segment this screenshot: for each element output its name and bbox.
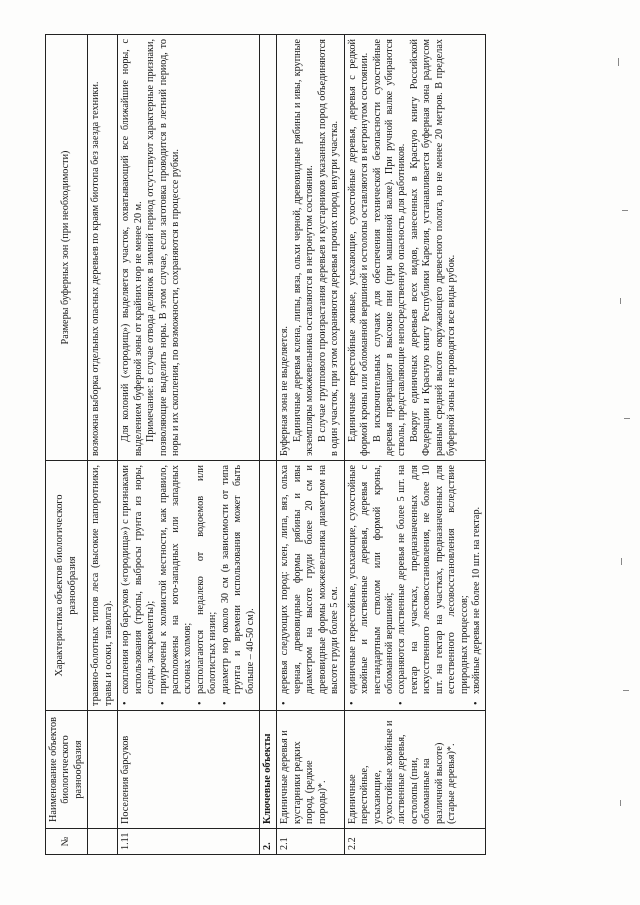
scan-mark xyxy=(622,210,628,211)
row-number: 2.2 xyxy=(344,829,486,855)
table-row xyxy=(277,35,344,855)
buffer-cell xyxy=(118,35,260,461)
list-item: • располагаются недалеко от водоемов или болотистых низин; xyxy=(195,465,220,696)
continued-characteristic: травяно-болотных типов леса (высокие папоротники, травы и осоки, таволга). xyxy=(88,461,118,711)
characteristic-cell xyxy=(344,461,486,711)
buffer-cell xyxy=(344,35,486,461)
buffer-paragraph: Вокруг единичных деревьев всех видов, занесенных в Красную книгу Российской Федерации и Красную книгу Республики Карелия, устанавливается буферная зона радиусом равным средней высоте окружающего древесного полога, но не менее 20 метров. В пределах буферной зоны не проводятся все виды рубок. xyxy=(408,39,458,456)
scan-mark xyxy=(623,690,629,691)
table-row xyxy=(118,35,260,855)
list-item: • единичные перестойные, усыхающие, сухостойные хвойные и лиственные деревья, деревья с нестандартным стволом или формой кроны, обломанной вершиной; xyxy=(347,465,397,696)
buffer-paragraph: Единичные перестойные живые, усыхающие, сухостойные деревья, деревья с редкой формой кроны или обломанной вершиной и остолопы оставляются в нетронутом состоянии. xyxy=(346,39,371,456)
row-number: 1.11 xyxy=(118,829,260,855)
object-name: Единичные деревья и кустарники редких пород, (редкие породы)*. xyxy=(277,711,344,829)
buffer-paragraph: Для колоний («городищ») выделяется участок, охватывающий все ближайшие норы, с выделением буферной зоны от крайних нор не менее 20 м. xyxy=(120,39,144,456)
table-header-row xyxy=(46,35,88,855)
table-row xyxy=(344,35,486,855)
section-row xyxy=(260,35,277,855)
biodiversity-table xyxy=(45,34,486,855)
header-buffer: Размеры буферных зон (при необходимости) xyxy=(46,35,88,461)
section-title: Ключевые объекты xyxy=(260,711,277,829)
list-item: • сохраняются лиственные деревья не более 5 шт. на гектар на участках, предназначенных для искусственного лесовосстановления, не более 10 шт. на гектар на участках, предназначенных для естественного лесовосстановления вследствие природных процессов; xyxy=(396,465,471,696)
list-item: • диаметр нор около 30 см (в зависимости от типа грунта и времени использования может быть больше – 40-50 см). xyxy=(220,465,257,696)
list-item: • приурочены к холмистой местности, как правило, расположены на юго-западных или западных склонах холмов; xyxy=(158,465,195,696)
section-number: 2. xyxy=(260,829,277,855)
list-item: • деревья следующих пород: клен, липа, вяз, ольха черная, древовидные формы рябины и ивы диаметром на высоте груди более 20 см и древовидные формы можжевельника диаметром на высоте груди более 5 см. xyxy=(279,465,341,696)
buffer-paragraph: В случае группового произрастания деревьев и кустарников указанных пород объединяются в один участок, при этом сохраняются деревья прочих пород внутри участка. xyxy=(316,39,341,456)
buffer-paragraph: В исключительных случаях для обеспечения технической безопасности сухостойные деревья превращают в высокие пни (при машинной валке). При ручной валке убираются стволы, представляющие непосредственную опасность для работников. xyxy=(371,39,408,456)
scan-mark xyxy=(621,558,622,565)
scan-mark xyxy=(620,298,621,304)
scan-mark xyxy=(620,800,621,806)
characteristic-cell xyxy=(118,461,260,711)
buffer-cell xyxy=(277,35,344,461)
continued-buffer: возможна выборка отдельных опасных деревьев по краям биотопа без заезда техники. xyxy=(88,35,118,461)
list-item: • хвойные деревья не более 10 шт. на гектар. xyxy=(471,465,483,696)
buffer-paragraph: Единичные деревья клена, липы, вяза, ольхи черной, древовидные рябины и ивы, крупные экземпляры можжевельника оставляются в нетронутом состоянии. xyxy=(291,39,316,456)
object-name: Поселения барсуков xyxy=(118,711,260,829)
characteristic-cell xyxy=(277,461,344,711)
scan-mark xyxy=(618,58,619,66)
scan-mark xyxy=(624,418,630,419)
header-characteristic: Характеристика объектов биологического разнообразия xyxy=(46,461,88,711)
table-row xyxy=(88,35,118,855)
buffer-paragraph: Примечание: в случае отвода делянок в зимний период отсутствуют характерные признаки, позволяющие выделить норы. В этом случае, если заготовка проводится в летний период, то норы и их скопления, по возможности, сохраняются в процессе рубки. xyxy=(145,39,181,456)
header-name: Наименование объектов биологического разнообразия xyxy=(46,711,88,829)
object-name: Единичные перестойные, усыхающие, сухостойные хвойные и лиственные деревья, остолопы (пни, обломанные на различной высоте) (старые деревья)*. xyxy=(344,711,486,829)
rotated-table-container xyxy=(45,35,605,855)
row-number: 2.1 xyxy=(277,829,344,855)
buffer-paragraph: Буферная зона не выделяется. xyxy=(279,326,291,456)
header-num: № xyxy=(46,829,88,855)
list-item: • скопления нор барсуков («городища») с признаками использования (тропы, выбросы грунта из норы, следы, экскременты); xyxy=(120,465,157,696)
